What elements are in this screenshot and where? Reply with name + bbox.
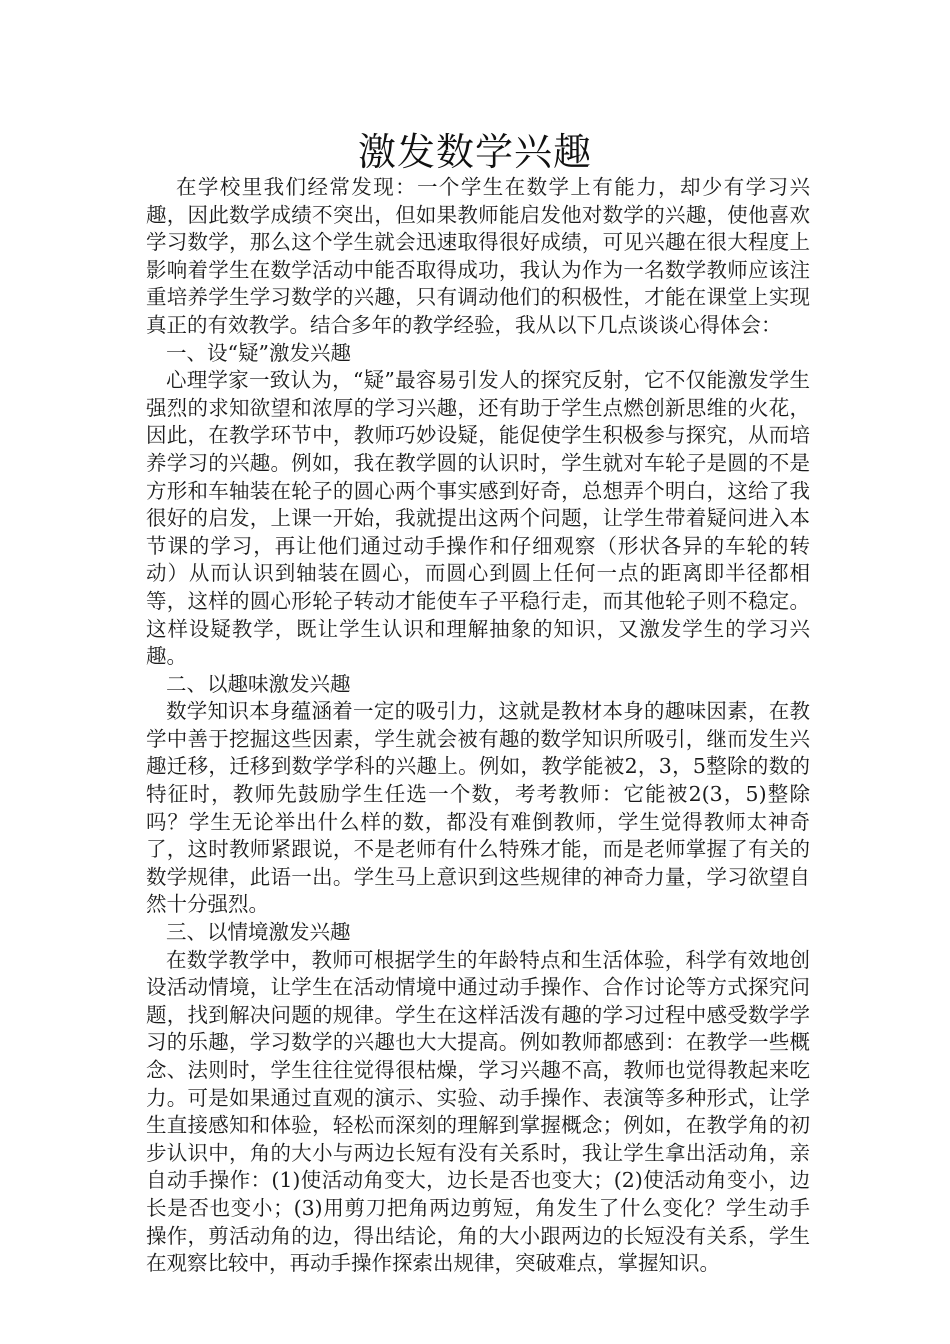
section-heading-3: 三、以情境激发兴趣 [166,920,351,945]
document-body [146,174,810,1278]
section-paragraph-3: 在数学教学中，教师可根据学生的年龄特点和生活体验，科学有效地创设活动情境，让学生在活动情境中通过动手操作、合作讨论等方式探究问题，找到解决问题的规律。学生在这样活泼有趣的学习过程中感受数学学习的乐趣，学习数学的兴趣也大大提高。例如教师都感到：在教学一些概念、法则时，学生往往觉得很枯燥，学习兴趣不高，教师也觉得教起来吃力。可是如果通过直观的演示、实验、动手操作、表演等多种形式，让学生直接感知和体验，轻松而深刻的理解到掌握概念；例如，在教学角的初步认识中，角的大小与两边长短有没有关系时，我让学生拿出活动角，亲自动手操作：(1)使活动角变大，边长是否也变大；(2)使活动角变小，边长是否也变小；(3)用剪刀把角两边剪短，角发生了什么变化？学生动手操作，剪活动角的边，得出结论，角的大小跟两边的长短没有关系，学生在观察比较中，再动手操作探索出规律，突破难点，掌握知识。 [146,947,810,1276]
document-title: 激发数学兴趣 [357,130,592,174]
section-paragraph-1: 心理学家一致认为，“疑”最容易引发人的探究反射，它不仅能激发学生强烈的求知欲望和浓厚的学习兴趣，还有助于学生点燃创新思维的火花，因此，在教学环节中，教师巧妙设疑，能促使学生积极参与探究，从而培养学习的兴趣。例如，我在教学圆的认识时，学生就对车轮子是圆的不是方形和车轴装在轮子的圆心两个事实感到好奇，总想弄个明白，这给了我很好的启发，上课一开始，我就提出这两个问题，让学生带着疑问进入本节课的学习，再让他们通过动手操作和仔细观察（形状各异的车轮的转动）从而认识到轴装在圆心，而圆心到圆上任何一点的距离即半径都相等，这样的圆心形轮子转动才能使车子平稳行走，而其他轮子则不稳定。这样设疑教学，既让学生认识和理解抽象的知识，又激发学生的学习兴趣。 [146,368,810,669]
intro-paragraph: 在学校里我们经常发现：一个学生在数学上有能力，却少有学习兴趣，因此数学成绩不突出，但如果教师能启发他对数学的兴趣，使他喜欢学习数学，那么这个学生就会迅速取得很好成绩，可见兴趣在很大程度上影响着学生在数学活动中能否取得成功，我认为作为一名数学教师应该注重培养学生学习数学的兴趣，只有调动他们的积极性，才能在课堂上实现真正的有效教学。结合多年的教学经验，我从以下几点谈谈心得体会： [146,175,810,337]
section-heading-2: 二、以趣味激发兴趣 [166,671,351,696]
section-heading-1: 一、设“疑”激发兴趣 [166,340,351,365]
section-paragraph-2: 数学知识本身蕴涵着一定的吸引力，这就是教材本身的趣味因素，在教学中善于挖掘这些因素，学生就会被有趣的数学知识所吸引，继而发生兴趣迁移，迁移到数学学科的兴趣上。例如，教学能被2，3，5整除的数的特征时，教师先鼓励学生任选一个数，考考教师：它能被2(3，5)整除吗？学生无论举出什么样的数，都没有难倒教师，学生觉得教师太神奇了，这时教师紧跟说，不是老师有什么特殊才能，而是老师掌握了有关的数学规律，此语一出。学生马上意识到这些规律的神奇力量，学习欲望自然十分强烈。 [146,699,810,917]
